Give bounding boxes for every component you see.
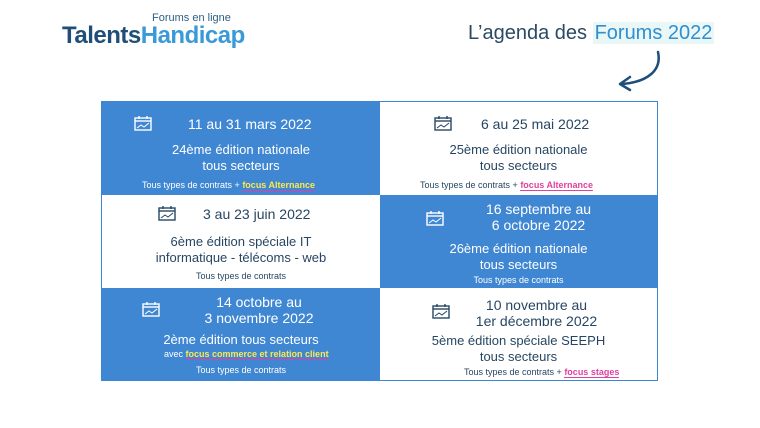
forum-date: 6 au 25 mai 2022 [481,116,590,132]
page-title-highlight: Forums 2022 [594,22,713,44]
forum-edition: 5ème édition spéciale SEEPH [431,333,606,348]
contracts-text: Tous types de contrats + [420,180,521,190]
forum-edition: 25ème édition nationale [449,142,588,157]
logo-word-handicap: Handicap [140,22,245,49]
forum-card-septembre [380,195,657,288]
forum-sectors: informatique - télécoms - web [155,250,327,265]
forum-contracts [464,366,619,378]
forum-sectors: tous secteurs [479,349,558,364]
forums-grid [101,101,658,381]
forum-date-line1: 14 octobre au [216,294,302,310]
forum-card-novembre [380,288,657,380]
page-title [468,22,714,45]
focus-prefix: avec [164,349,186,359]
forum-card-mai [380,102,657,195]
forum-date: 11 au 31 mars 2022 [188,116,312,132]
focus-label: focus Alternance [242,180,315,190]
forum-edition: 24ème édition nationale [171,142,311,157]
forum-date-line2: 1er décembre 2022 [475,313,598,329]
forum-date-line2: 6 octobre 2022 [491,217,586,233]
focus-label: focus commerce et relation client [185,349,329,359]
calendar-icon [134,115,152,131]
forum-edition: 26ème édition nationale [449,241,588,256]
forum-date: 3 au 23 juin 2022 [203,206,311,222]
forum-sectors: tous secteurs [479,158,558,173]
forum-card-mars [102,102,380,195]
forum-card-juin [102,195,380,288]
calendar-icon [158,205,176,221]
calendar-icon [434,115,452,131]
forum-date-line1: 16 septembre au [485,201,592,217]
forum-sectors: tous secteurs [479,257,558,272]
forum-date-line1: 10 novembre au [485,297,588,313]
forum-sectors: tous secteurs [202,158,280,173]
forum-contracts [142,179,315,191]
forum-edition: 2ème édition tous secteurs [163,332,319,347]
forum-focus [164,348,329,360]
forum-card-octobre [102,288,380,380]
focus-label: focus stages [564,367,620,377]
forum-date-line2: 3 novembre 2022 [204,310,314,326]
curved-arrow-icon [612,48,672,94]
contracts-text: Tous types de contrats + [142,180,243,190]
page-title-prefix: L’agenda des [468,22,593,44]
contracts-text: Tous types de contrats + [464,367,565,377]
logo-word-talents: Talents [62,22,141,49]
forum-contracts [420,179,593,191]
forum-contracts: Tous types de contrats [473,275,564,285]
forum-contracts: Tous types de contrats [195,365,287,375]
logo-tagline: Forums en ligne [152,12,231,24]
forum-edition: 6ème édition spéciale IT [170,234,312,249]
focus-label: focus Alternance [520,180,593,190]
logo-wordmark [62,22,245,50]
forum-contracts: Tous types de contrats [195,271,287,281]
